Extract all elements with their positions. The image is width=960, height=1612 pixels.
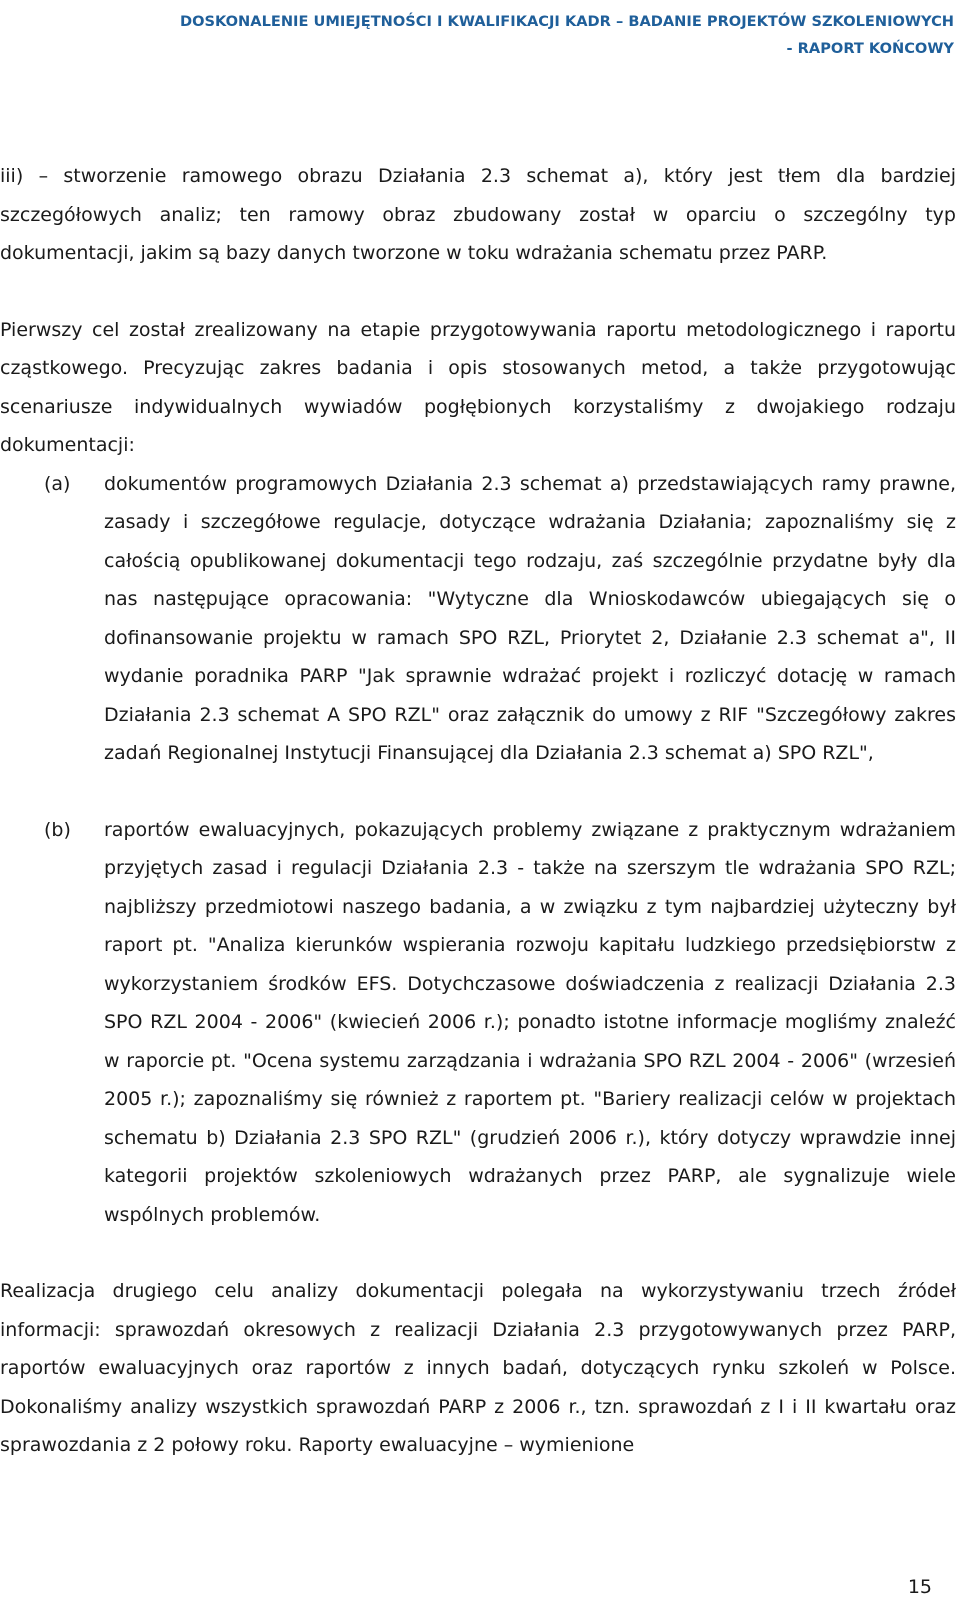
list-marker: (b) (44, 818, 71, 841)
page-number: 15 (907, 1576, 932, 1598)
list-item-text: dokumentów programowych Działania 2.3 schemat a) przedstawiających ramy prawne, zasady i szczegółowe regulacje, dotyczące wdrażania Działania; zapoznaliśmy się z całością opublikowanej dokumentacji tego rodzaju, zaś szczególnie przydatne były dla nas następujące opracowania: "Wytyczne dla Wnioskodawców ubiegających się o dofinansowanie projektu w ramach SPO RZL, Priorytet 2, Działanie 2.3 schemat a", II wydanie poradnika PARP "Jak sprawnie wdrażać projekt i rozliczyć dotację w ramach Działania 2.3 schemat A SPO RZL" oraz załącznik do umowy z RIF "Szczegółowy zakres zadań Regionalnej Instytucji Finansującej dla Działania 2.3 schemat a) SPO RZL", (104, 472, 956, 764)
document-body (0, 157, 956, 1465)
list-item-text: raportów ewaluacyjnych, pokazujących problemy związane z praktycznym wdrażaniem przyjętych zasad i regulacji Działania 2.3 - także na szerszym tle wdrażania SPO RZL; najbliższy przedmiotowi naszego badania, a w związku z tym najbardziej użyteczny był raport pt. "Analiza kierunków wspierania rozwoju kapitału ludzkiego przedsiębiorstw z wykorzystaniem środków EFS. Dotychczasowe doświadczenia z realizacji Działania 2.3 SPO RZL 2004 - 2006" (kwiecień 2006 r.); ponadto istotne informacje mogliśmy znaleźć w raporcie pt. "Ocena systemu zarządzania i wdrażania SPO RZL 2004 - 2006" (wrzesień 2005 r.); zapoznaliśmy się również z raportem pt. "Bariery realizacji celów w projektach schematu b) Działania 2.3 SPO RZL" (grudzień 2006 r.), który dotyczy wprawdzie innej kategorii projektów szkoleniowych wdrażanych przez PARP, ale sygnalizuje wiele wspólnych problemów. (104, 818, 956, 1226)
list-item-a (0, 465, 956, 773)
running-header (0, 8, 954, 62)
paragraph-second-goal: Realizacja drugiego celu analizy dokumentacji polegała na wykorzystywaniu trzech źródeł informacji: sprawozdań okresowych z realizacji Działania 2.3 przygotowywanych przez PARP, raportów ewaluacyjnych oraz raportów z innych badań, dotyczących rynku szkoleń w Polsce. Dokonaliśmy analizy wszystkich sprawozdań PARP z 2006 r., tzn. sprawozdań z I i II kwartału oraz sprawozdania z 2 połowy roku. Raporty ewaluacyjne – wymienione (0, 1280, 956, 1456)
paragraph-iii: iii) – stworzenie ramowego obrazu Działania 2.3 schemat a), który jest tłem dla bardziej szczegółowych analiz; ten ramowy obraz zbudowany został w oparciu o szczególny typ dokumentacji, jakim są bazy danych tworzone w toku wdrażania schematu przez PARP. (0, 165, 956, 264)
header-line-2: - RAPORT KOŃCOWY (786, 40, 954, 57)
list-marker: (a) (44, 472, 71, 495)
paragraph-first-goal: Pierwszy cel został zrealizowany na etapie przygotowywania raportu metodologicznego i raportu cząstkowego. Precyzując zakres badania i opis stosowanych metod, a także przygotowując scenariusze indywidualnych wywiadów pogłębionych korzystaliśmy z dwojakiego rodzaju dokumentacji: (0, 318, 956, 456)
header-line-1: DOSKONALENIE UMIEJĘTNOŚCI I KWALIFIKACJI KADR – BADANIE PROJEKTÓW SZKOLENIOWYCH (179, 13, 954, 30)
documentation-list (0, 465, 956, 1235)
list-item-b (0, 811, 956, 1235)
